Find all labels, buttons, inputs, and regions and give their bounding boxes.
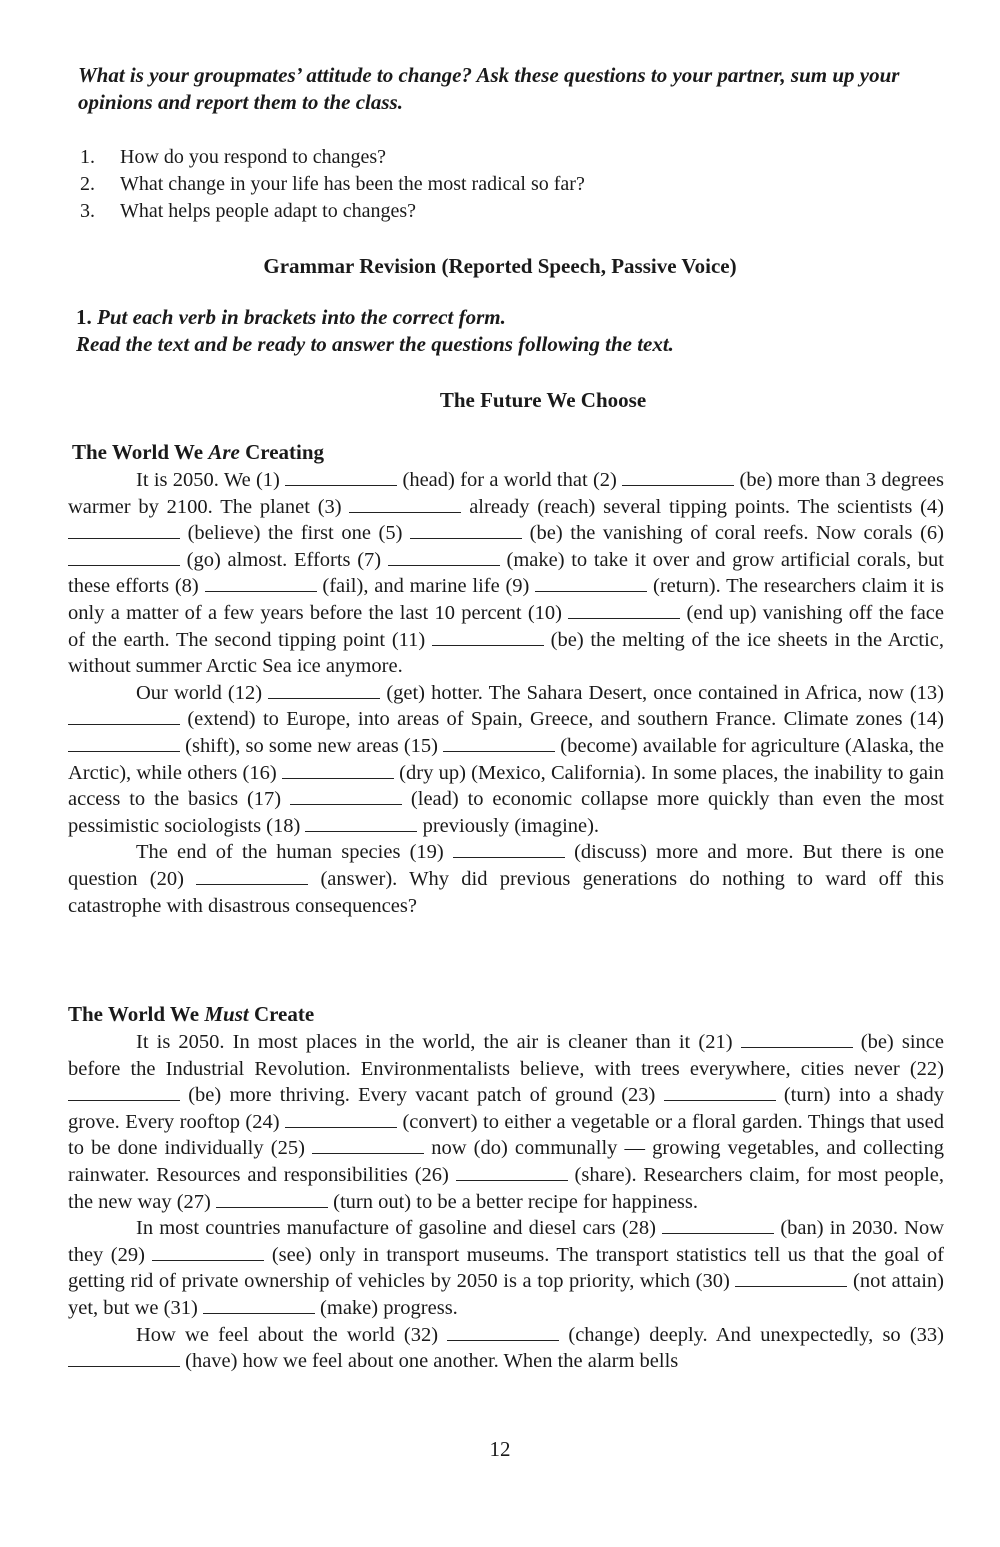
section-heading-creating: The World We Are Creating: [72, 440, 325, 464]
grammar-heading: Grammar Revision (Reported Speech, Passive Voice): [263, 254, 737, 278]
paragraph: It is 2050. In most places in the world, the air is cleaner than it (21) (be) since before the Industrial Revolution. Environmentalists believe, with trees everywhere, cities never (22) (be) more thriving. Every vacant patch of ground (23) (turn) into a shady grove. Every rooftop (24) (convert) to either a vegetable or a floral garden. Things that used to be done individually (25) now (do) communally — growing vegetables, and collecting rainwater. Resources and responsibilities (26) (share). Researchers claim, for most people, the new way (27) (turn out) to be a better recipe for happiness.: [68, 1031, 944, 1213]
answer-blank[interactable]: [203, 1295, 315, 1314]
task-line-2: Read the text and be ready to answer the questions following the text.: [76, 332, 674, 356]
paragraph: In most countries manufacture of gasoline and diesel cars (28) (ban) in 2030. Now they (29) (see) only in transport museums. The transport statistics tell us that the goal of getting rid of private ownership of vehicles by 2050 is a top priority, which (30) (not attain) yet, but we (31) (make) progress.: [68, 1217, 944, 1319]
task-number: 1.: [76, 305, 92, 329]
task-line-1: Put each verb in brackets into the correct form.: [97, 305, 506, 329]
answer-blank[interactable]: [447, 1322, 559, 1341]
answer-blank[interactable]: [622, 467, 734, 486]
answer-blank[interactable]: [285, 1109, 397, 1128]
answer-blank[interactable]: [312, 1135, 424, 1154]
list-item: [80, 171, 940, 198]
question-text: What change in your life has been the most radical so far?: [120, 173, 585, 195]
intro-instruction: What is your groupmates’ attitude to change? Ask these questions to your partner, sum up your opinions and report them to the class.: [78, 63, 900, 114]
answer-blank[interactable]: [68, 733, 180, 752]
task-instruction: [76, 304, 956, 358]
question-list: [80, 144, 940, 225]
page-number: 12: [489, 1437, 511, 1461]
question-text: How do you respond to changes?: [120, 146, 387, 168]
answer-blank[interactable]: [68, 1082, 180, 1101]
question-number: 1.: [80, 146, 95, 168]
answer-blank[interactable]: [68, 1348, 180, 1367]
text-section-create: [68, 1029, 944, 1375]
paragraph: It is 2050. We (1) (head) for a world that (2) (be) more than 3 degrees warmer by 2100. The planet (3) already (reach) several tipping points. The scientists (4) (believe) the first one (5) (be) the vanishing of coral reefs. Now corals (6) (go) almost. Efforts (7) (make) to take it over and grow artificial corals, but these efforts (8) (fail), and marine life (9) (return). The researchers claim it is only a matter of a few years before the last 10 percent (10) (end up) vanishing off the face of the earth. The second tipping point (11) (be) the melting of the ice sheets in the Arctic, without summer Arctic Sea ice anymore.: [68, 469, 945, 678]
answer-blank[interactable]: [410, 520, 522, 539]
paragraph: How we feel about the world (32) (change) deeply. And unexpectedly, so (33) (have) how we feel about one another. When the alarm bells: [68, 1322, 944, 1375]
answer-blank[interactable]: [741, 1029, 853, 1048]
answer-blank[interactable]: [205, 573, 317, 592]
answer-blank[interactable]: [152, 1242, 264, 1261]
paragraph: Our world (12) (get) hotter. The Sahara Desert, once contained in Africa, now (13) (extend) to Europe, into areas of Spain, Greece, and southern France. Climate zones (14) (shift), so some new areas (15) (become) available for agriculture (Alaska, the Arctic), while others (16) (dry up) (Mexico, California). In some places, the inability to gain access to the basics (17) (lead) to economic collapse more quickly than even the most pessimistic sociologists (18) previously (imagine).: [68, 681, 945, 837]
answer-blank[interactable]: [568, 600, 680, 619]
answer-blank[interactable]: [290, 786, 402, 805]
answer-blank[interactable]: [216, 1189, 328, 1208]
answer-blank[interactable]: [456, 1162, 568, 1181]
answer-blank[interactable]: [268, 680, 380, 699]
answer-blank[interactable]: [305, 813, 417, 832]
answer-blank[interactable]: [443, 733, 555, 752]
section-heading-create: The World We Must Create: [68, 1002, 315, 1026]
text-section-creating: [68, 467, 944, 919]
answer-blank[interactable]: [662, 1215, 774, 1234]
question-number: 2.: [80, 173, 95, 195]
answer-blank[interactable]: [432, 627, 544, 646]
answer-blank[interactable]: [535, 573, 647, 592]
list-item: [80, 144, 940, 171]
answer-blank[interactable]: [453, 839, 565, 858]
answer-blank[interactable]: [68, 547, 180, 566]
answer-blank[interactable]: [664, 1082, 776, 1101]
answer-blank[interactable]: [349, 494, 461, 513]
list-item: [80, 198, 940, 225]
answer-blank[interactable]: [282, 760, 394, 779]
answer-blank[interactable]: [68, 520, 180, 539]
paragraph: The end of the human species (19) (discuss) more and more. But there is one question (20) (answer). Why did previous generations do nothing to ward off this catastrophe with disastrous consequences?: [68, 841, 944, 917]
answer-blank[interactable]: [388, 547, 500, 566]
question-text: What helps people adapt to changes?: [120, 200, 416, 222]
answer-blank[interactable]: [285, 467, 397, 486]
answer-blank[interactable]: [68, 706, 180, 725]
question-number: 3.: [80, 200, 95, 222]
answer-blank[interactable]: [735, 1268, 847, 1287]
answer-blank[interactable]: [196, 866, 308, 885]
text-title: The Future We Choose: [439, 388, 647, 412]
